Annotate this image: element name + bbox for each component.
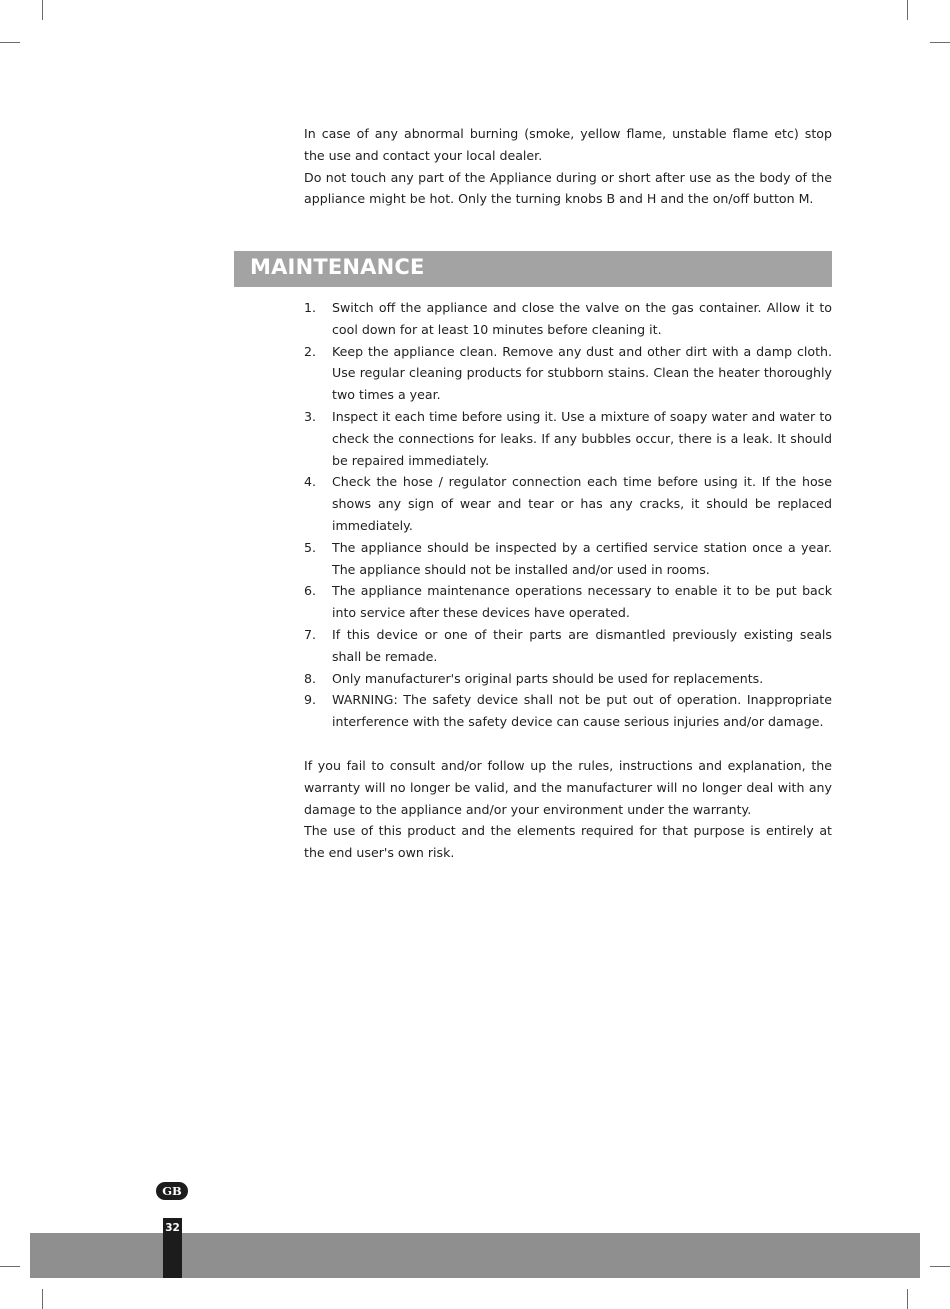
list-item [304, 580, 832, 624]
list-item [304, 341, 832, 406]
step-number: 4. [304, 474, 317, 490]
step-number: 3. [304, 408, 317, 424]
crop-mark [930, 1266, 950, 1267]
list-item [304, 624, 832, 668]
page-number: 32 [165, 1222, 180, 1234]
step-text: The appliance should be inspected by a certified service station once a year. The appliance should not be installed and/or used in rooms. [332, 539, 832, 577]
step-text: Keep the appliance clean. Remove any dust and other dirt with a damp cloth. Use regular cleaning products for stubborn stains. Clean the heater thoroughly two times a year. [332, 343, 832, 403]
closing-paragraph: If you fail to consult and/or follow up the rules, instructions and explanation, the warranty will no longer be valid, and the manufacturer will no longer deal with any damage to the appliance and/or your environment under the warranty. [304, 758, 832, 817]
step-number: 7. [304, 626, 317, 642]
list-item [304, 406, 832, 471]
step-text: Switch off the appliance and close the valve on the gas container. Allow it to cool down for at least 10 minutes before cleaning it. [332, 300, 832, 337]
list-item [304, 689, 832, 733]
crop-mark [0, 1266, 20, 1267]
list-item [304, 537, 832, 581]
list-item [304, 297, 832, 341]
language-badge: GB [156, 1182, 188, 1200]
list-item [304, 668, 832, 690]
step-text: WARNING: The safety device shall not be put out of operation. Inappropriate interference with the safety device can cause serious injuries and/or damage. [332, 692, 832, 730]
step-text: Check the hose / regulator connection each time before using it. If the hose shows any sign of wear and tear or has any cracks, it should be replaced immediately. [332, 474, 832, 533]
maintenance-steps [304, 297, 832, 733]
intro-paragraph: In case of any abnormal burning (smoke, yellow flame, unstable flame etc) stop the use and contact your local dealer. [304, 126, 832, 163]
list-item [304, 471, 832, 536]
step-text: Only manufacturer's original parts should be used for replacements. [332, 670, 764, 686]
intro-text [304, 123, 832, 210]
crop-mark [0, 42, 20, 43]
crop-mark [907, 1289, 908, 1309]
step-number: 5. [304, 539, 317, 555]
section-title: MAINTENANCE [250, 255, 425, 279]
step-number: 1. [304, 300, 317, 315]
step-number: 6. [304, 583, 317, 599]
crop-mark [907, 0, 908, 20]
page-number-tab [163, 1218, 182, 1278]
crop-mark [42, 0, 43, 20]
step-number: 9. [304, 692, 317, 708]
closing-paragraph: The use of this product and the elements required for that purpose is entirely at the end user's own risk. [304, 823, 832, 861]
step-number: 8. [304, 670, 317, 686]
step-text: Inspect it each time before using it. Use a mixture of soapy water and water to check the connections for leaks. If any bubbles occur, there is a leak. It should be repaired immediately. [332, 408, 832, 468]
section-header [234, 251, 832, 287]
crop-mark [42, 1289, 43, 1309]
step-number: 2. [304, 343, 317, 359]
crop-mark [930, 42, 950, 43]
step-text: The appliance maintenance operations necessary to enable it to be put back into service after these devices have operated. [332, 583, 832, 621]
closing-text [304, 755, 832, 864]
step-text: If this device or one of their parts are dismantled previously existing seals shall be remade. [332, 626, 832, 664]
intro-paragraph: Do not touch any part of the Appliance during or short after use as the body of the appliance might be hot. Only the turning knobs B and H and the on/off button M. [304, 169, 832, 207]
